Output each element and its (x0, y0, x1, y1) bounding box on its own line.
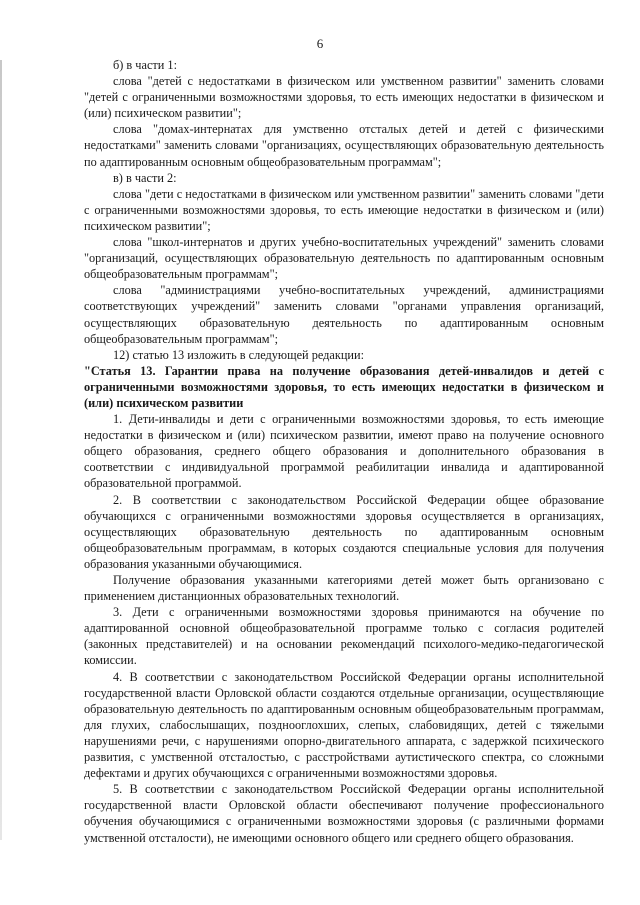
article-13-paragraph-5: 5. В соответствии с законодательством Российской Федерации органы исполнительной государственной власти Орловской области обеспечивают получение профессионального обучения обучающимися с ограниченными возможностями здоровья (с различными формами умственной отсталости), не имеющими основного общего или среднего общего образования. (84, 782, 604, 845)
paragraph-part2-words-1: слова "дети с недостатками в физическом или умственном развитии" заменить словами "дети с ограниченными возможностями здоровья, то есть имеющие недостатки в физическом и (или) психическом развитии"; (84, 186, 604, 233)
paragraph-part2-words-2: слова "школ-интернатов и других учебно-воспитательных учреждений" заменить словами "организаций, осуществляющих образовательную деятельность по адаптированным основным общеобразовательным программам"; (84, 235, 604, 282)
paragraph-part1-intro: б) в части 1: (113, 58, 178, 72)
paragraph-article13-intro: 12) статью 13 изложить в следующей редакции: (113, 347, 364, 362)
paragraph-part1-words-1: слова "детей с недостатками в физическом или умственном развитии" заменить словами "детей с ограниченными возможностями здоровья, то есть имеющих недостатки в физическом и (или) психическом развитии"; (84, 74, 604, 121)
article-13-paragraph-4: 4. В соответствии с законодательством Российской Федерации органы исполнительной государственной власти Орловской области создаются отдельные организации, осуществляющие образовательную деятельность по адаптированным основным общеобразовательным программам, для глухих, слабослышащих, позднооглохших, слепых, слабовидящих, детей с тяжелыми нарушениями речи, с нарушениями опорно-двигательного аппарата, с задержкой психического развития, с умственной отсталостью, с расстройствами аутистического спектра, со сложными дефектами и других обучающихся с ограниченными возможностями здоровья. (84, 669, 604, 781)
scan-edge-mark (0, 60, 2, 840)
paragraph-part1-words-2: слова "домах-интернатах для умственно отсталых детей и детей с физическими недостатками" заменить словами "организациях, осуществляющих образовательную деятельность по адаптированным основным общеобразовательным программам"; (84, 122, 604, 169)
article-13-paragraph-2-continued: Получение образования указанными категориями детей может быть организовано с применением дистанционных образовательных технологий. (84, 573, 604, 604)
document-body (84, 57, 604, 846)
article-13-heading: "Статья 13. Гарантии права на получение образования детей-инвалидов и детей с ограниченными возможностями здоровья, то есть имеющих недостатки в физическом и (или) психическом развитии (84, 363, 604, 410)
page-number: 6 (316, 36, 324, 51)
article-13-paragraph-2: 2. В соответствии с законодательством Российской Федерации общее образование обучающихся с ограниченными возможностями здоровья осуществляется в организациях, осуществляющих образовательную деятельность по адаптированным основным общеобразовательным программам, в которых создаются специальные условия для получения образования указанными обучающимися. (84, 492, 604, 571)
paragraph-part2-intro: в) в части 2: (113, 170, 177, 185)
paragraph-part2-words-3: слова "администрациями учебно-воспитательных учреждений, администрациями соответствующих учреждений" заменить словами "органами управления организаций, осуществляющих образовательную деятельность по адаптированным основным общеобразовательным программам"; (84, 283, 604, 346)
article-13-paragraph-1: 1. Дети-инвалиды и дети с ограниченными возможностями здоровья, то есть имеющие недостатки в физическом и (или) психическом развитии, имеют право на получение основного общего образования, среднего общего образования и дополнительного образования в соответствии с индивидуальной программой реабилитации инвалида и адаптированной образовательной программой. (84, 412, 604, 491)
article-13-paragraph-3: 3. Дети с ограниченными возможностями здоровья принимаются на обучение по адаптированной основной общеобразовательной программе только с согласия родителей (законных представителей) и на основании рекомендаций психолого-медико-педагогической комиссии. (84, 605, 604, 668)
